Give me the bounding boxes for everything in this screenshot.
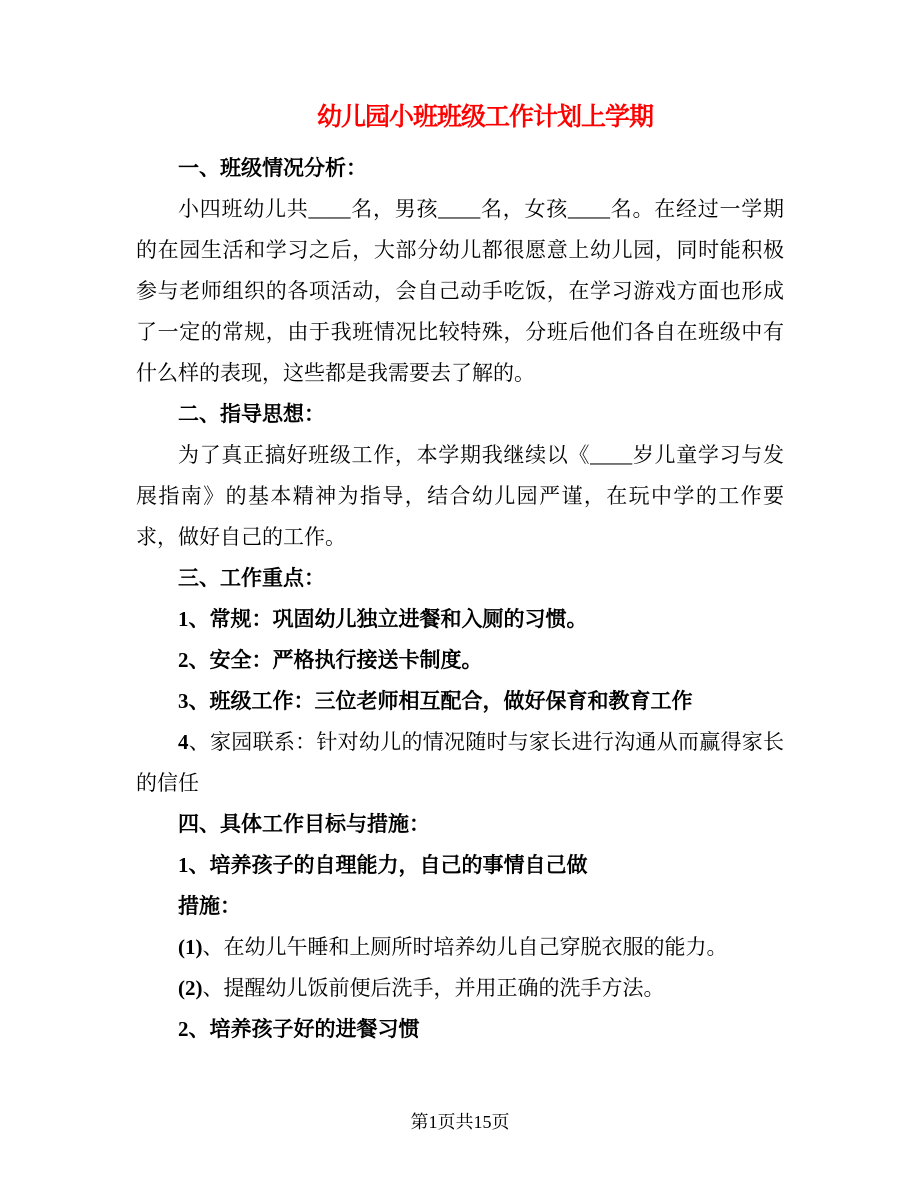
- list-item-routine: 1、常规：巩固幼儿独立进餐和入厕的习惯。: [178, 607, 588, 631]
- paragraph-guiding-ideology: 为了真正搞好班级工作，本学期我继续以《____岁儿童学习与发展指南》的基本精神为指导，结合幼儿园严谨，在玩中学的工作要求，做好自己的工作。: [136, 443, 784, 549]
- list-item-self-care: 1、培养孩子的自理能力，自己的事情自己做: [178, 853, 588, 877]
- section-heading-3: 三、工作重点：: [178, 566, 325, 590]
- list-item-class-work: 3、班级工作：三位老师相互配合，做好保育和教育工作: [178, 689, 693, 713]
- list-item-eating-habits: 2、培养孩子好的进餐习惯: [178, 1017, 420, 1041]
- item-text: 、家园联系：针对幼儿的情况随时与家长进行沟通从而赢得家长的信任: [136, 730, 784, 795]
- item-text: 、在幼儿午睡和上厕所时培养幼儿自己穿脱衣服的能力。: [202, 935, 728, 959]
- section-heading-4: 四、具体工作目标与措施：: [178, 812, 430, 836]
- measure-item-2: [136, 968, 784, 1009]
- paragraph-class-analysis: 小四班幼儿共____名，男孩____名，女孩____名。在经过一学期的在园生活和学习之后，大部分幼儿都很愿意上幼儿园，同时能积极参与老师组织的各项活动，会自己动手吃饭，在学习游戏方面也形成了一定的常规，由于我班情况比较特殊，分班后他们各自在班级中有什么样的表现，这些都是我需要去了解的。: [136, 197, 784, 385]
- list-item-home-contact: [136, 722, 784, 804]
- page-number-footer: 第1页共15页: [410, 1112, 510, 1132]
- measure-item-1: [136, 927, 784, 968]
- item-number: 4: [178, 730, 189, 754]
- section-heading-1: 一、班级情况分析：: [178, 156, 367, 180]
- item-number: (1): [178, 935, 203, 959]
- list-item-safety: 2、安全：严格执行接送卡制度。: [178, 648, 483, 672]
- page-title: 幼儿园小班班级工作计划上学期: [316, 104, 653, 131]
- item-number: (2): [178, 976, 203, 1000]
- section-heading-2: 二、指导思想：: [178, 402, 325, 426]
- measures-label: 措施：: [178, 894, 241, 918]
- item-text: 、提醒幼儿饭前便后洗手，并用正确的洗手方法。: [202, 976, 665, 1000]
